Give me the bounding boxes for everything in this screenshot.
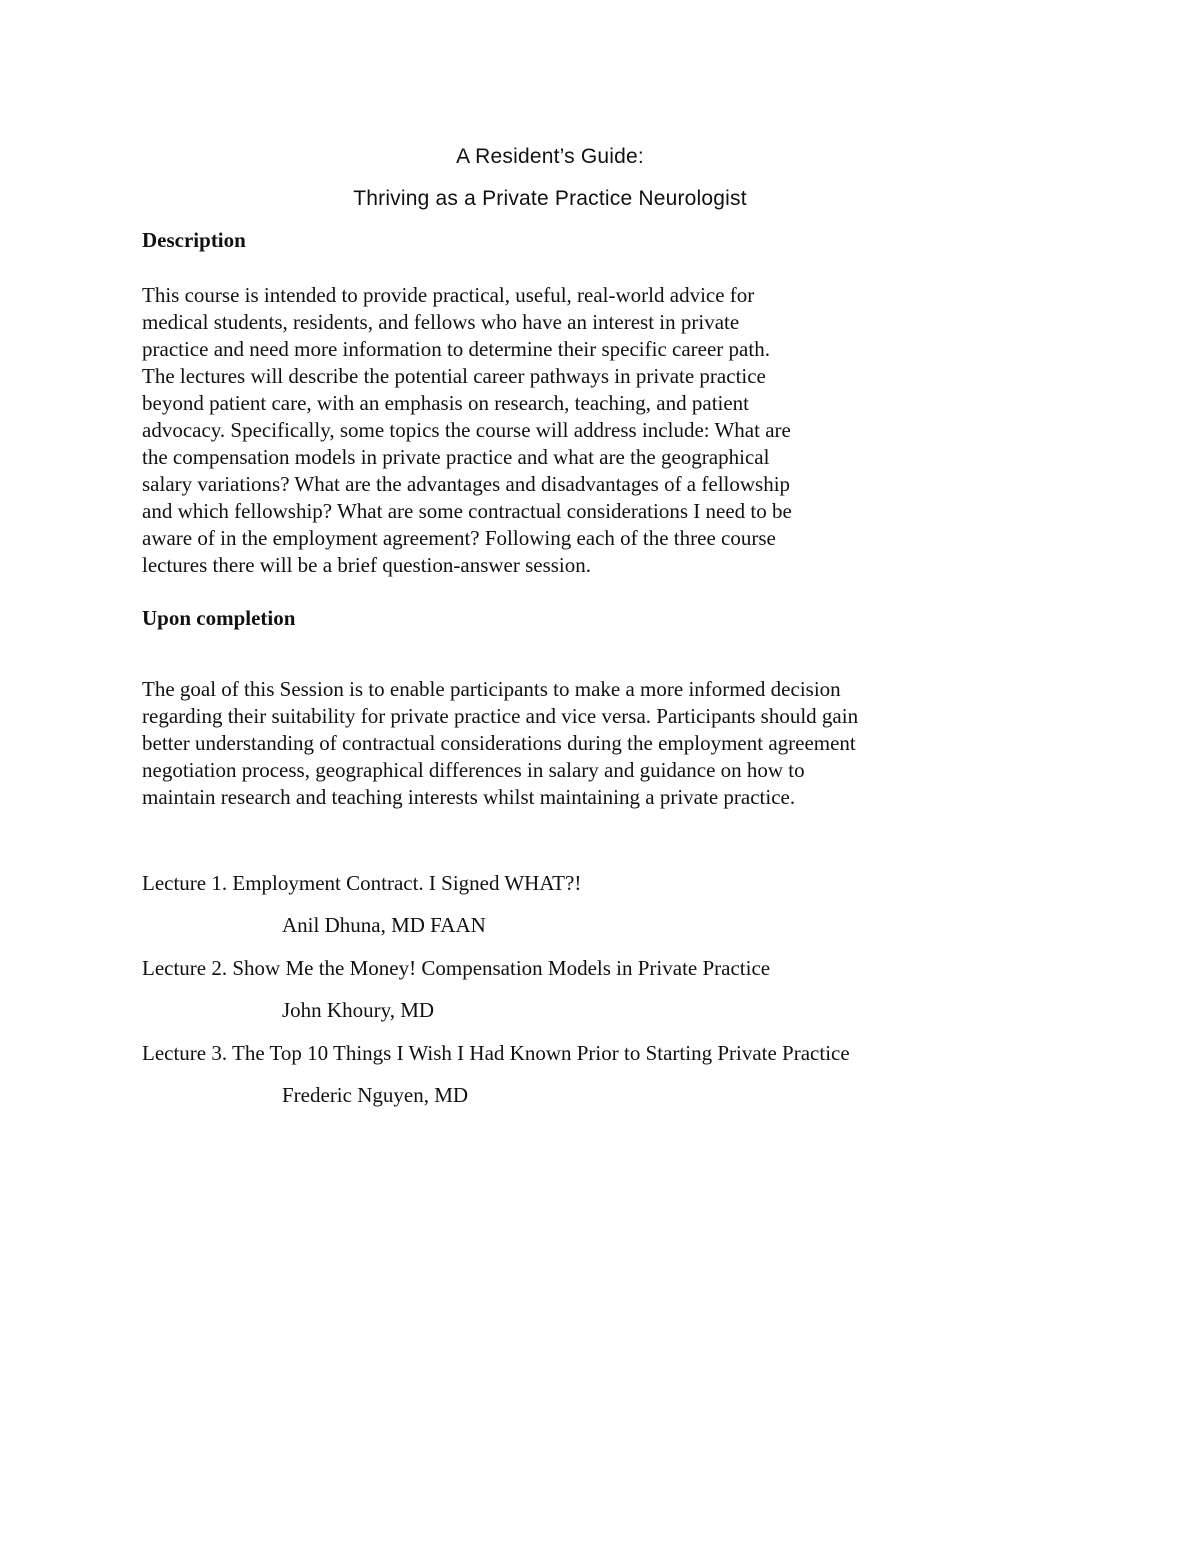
completion-line: better understanding of contractual considerations during the employment agreement	[142, 731, 856, 755]
description-line: advocacy. Specifically, some topics the course will address include: What are	[142, 418, 791, 442]
description-line: This course is intended to provide practical, useful, real-world advice for	[142, 283, 755, 307]
lecture-1-speaker: Anil Dhuna, MD FAAN	[282, 913, 486, 937]
completion-heading: Upon completion	[142, 606, 296, 630]
lecture-3-title: Lecture 3. The Top 10 Things I Wish I Had Known Prior to Starting Private Practice	[142, 1041, 850, 1065]
description-line: and which fellowship? What are some contractual considerations I need to be	[142, 499, 792, 523]
document-subtitle: Thriving as a Private Practice Neurologist	[353, 187, 747, 210]
description-line: beyond patient care, with an emphasis on research, teaching, and patient	[142, 391, 750, 415]
completion-line: regarding their suitability for private practice and vice versa. Participants should gain	[142, 704, 859, 728]
description-line: lectures there will be a brief question-answer session.	[142, 553, 592, 577]
completion-line: negotiation process, geographical differences in salary and guidance on how to	[142, 758, 805, 782]
description-line: The lectures will describe the potential career pathways in private practice	[142, 364, 766, 388]
description-heading: Description	[142, 228, 246, 252]
description-paragraph	[142, 282, 792, 579]
completion-line: maintain research and teaching interests whilst maintaining a private practice.	[142, 785, 796, 809]
description-line: practice and need more information to determine their specific career path.	[142, 337, 770, 361]
description-line: aware of in the employment agreement? Following each of the three course	[142, 526, 776, 550]
completion-line: The goal of this Session is to enable participants to make a more informed decision	[142, 677, 841, 701]
completion-paragraph	[142, 676, 858, 811]
lecture-2-title: Lecture 2. Show Me the Money! Compensation Models in Private Practice	[142, 956, 771, 980]
description-line: medical students, residents, and fellows who have an interest in private	[142, 310, 740, 334]
description-line: salary variations? What are the advantages and disadvantages of a fellowship	[142, 472, 791, 496]
description-line: the compensation models in private practice and what are the geographical	[142, 445, 770, 469]
lecture-2-speaker: John Khoury, MD	[282, 998, 435, 1022]
lecture-3-speaker: Frederic Nguyen, MD	[282, 1083, 469, 1107]
document-title: A Resident’s Guide:	[456, 145, 644, 168]
lecture-1-title: Lecture 1. Employment Contract. I Signed WHAT?!	[142, 871, 582, 895]
